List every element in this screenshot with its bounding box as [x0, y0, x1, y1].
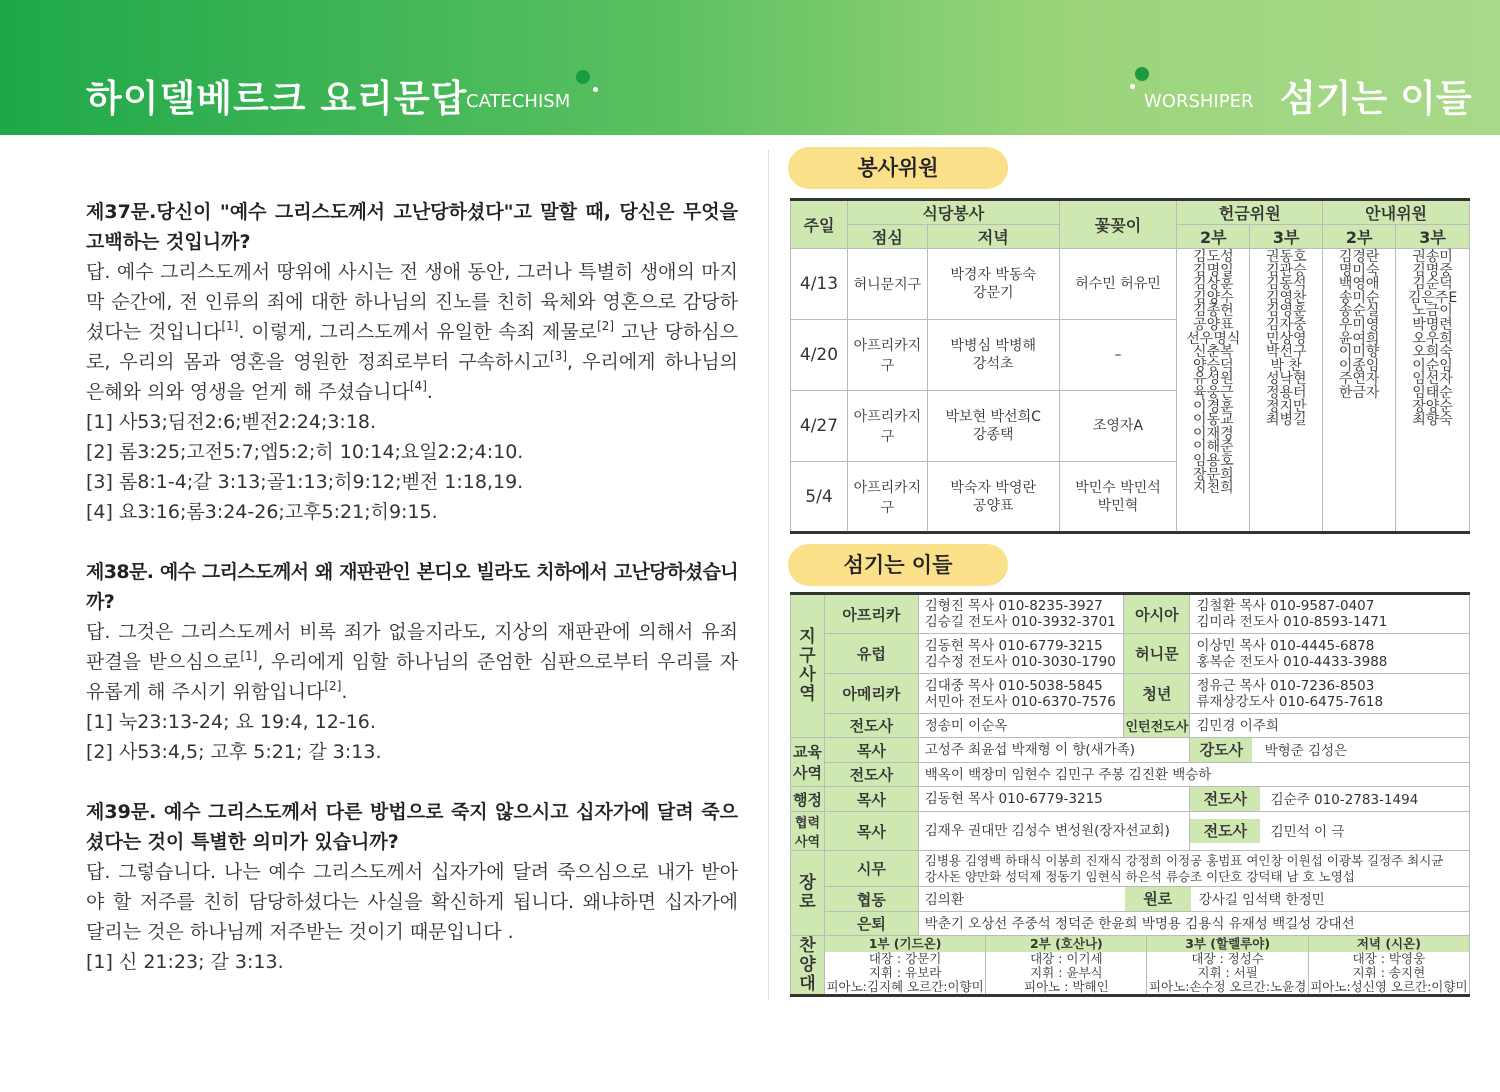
name-item: 한금자: [1338, 384, 1380, 401]
guide-part3-list: [1396, 249, 1470, 533]
reference: [1] 사53;딤전2:6;벧전2:24;3:18.: [86, 411, 377, 433]
name-item: 박명련: [1412, 316, 1453, 333]
name-item: 권동호: [1265, 249, 1307, 265]
service-committee-pill: 봉사위원: [788, 147, 1008, 189]
choir-row: [824, 936, 1469, 996]
asia-contacts: 김철환 목사 010-9587-0407 김미라 전도사 010-8593-1471: [1190, 594, 1470, 634]
name-item: 우미영: [1338, 316, 1380, 333]
choir-evening: 저녁 (시온) 대장 : 박영웅 지휘 : 송지현 피아노:성신영 오르간:이향미: [1310, 936, 1468, 994]
honeymoon-label: 허니문: [1124, 634, 1190, 674]
africa-label: 아프리카: [824, 594, 918, 634]
row-date: 4/27: [791, 391, 848, 462]
name-item: 오우희: [1412, 330, 1453, 347]
elder-assoc-row: 김의환 원로 강사길 임석택 한정민: [918, 887, 1469, 912]
coop-pastor-label: 목사: [824, 812, 918, 851]
name-item: 지천희: [1193, 480, 1234, 497]
name-item: 신춘복: [1193, 344, 1234, 361]
worshiper-subtitle: WORSHIPER: [1144, 91, 1254, 112]
header-dinner: 저녁: [927, 225, 1059, 249]
name-item: 김동석: [1265, 276, 1307, 293]
header-banner: [0, 0, 1500, 135]
name-item: 이종임: [1338, 357, 1380, 374]
offering-part2-list: [1177, 249, 1250, 533]
row-flower: –: [1059, 320, 1177, 391]
cooperation-label: 협력사역: [791, 812, 825, 851]
header-offering: 헌금위원: [1177, 200, 1323, 225]
name-item: 정지만: [1265, 398, 1307, 415]
header-part2: 2부: [1323, 225, 1396, 249]
row-lunch: 아프리카지구: [847, 462, 927, 533]
name-item: 백영애: [1338, 276, 1380, 293]
reference: [1] 눅23:13-24; 요 19:4, 12-16.: [86, 711, 376, 733]
name-item: 이해준: [1193, 439, 1234, 456]
header-part2: 2부: [1177, 225, 1250, 249]
name-item: 이경훈: [1193, 398, 1234, 415]
europe-label: 유럽: [824, 634, 918, 674]
name-item: 이동교: [1193, 412, 1234, 429]
elder-active-label: 시무: [824, 851, 918, 887]
name-item: 성낙현: [1265, 371, 1307, 388]
name-item: 김영훈: [1265, 303, 1307, 320]
name-item: 김자중: [1265, 316, 1307, 333]
header-part3: 3부: [1250, 225, 1323, 249]
name-item: 최병길: [1265, 412, 1307, 429]
name-item: 주연자: [1338, 371, 1380, 388]
name-item: 김상훈: [1193, 276, 1234, 293]
workers-pill: 섬기는 이들: [788, 544, 1008, 586]
row-lunch: 아프리카지구: [847, 320, 927, 391]
coop-pastor-value: 김재우 권대만 김성수 변성원(장자선교회): [918, 812, 1190, 851]
name-item: 김경란: [1338, 249, 1380, 265]
asia-label: 아시아: [1124, 594, 1190, 634]
decor-small-dot-icon: [1130, 84, 1135, 89]
elder-label: 장 로: [791, 851, 825, 936]
row-lunch: 아프리카지구: [847, 391, 927, 462]
name-item: 윤여희: [1338, 330, 1380, 347]
row-date: 4/13: [791, 249, 848, 320]
answer-38: 답. 그것은 그리스도께서 비록 죄가 없을지라도, 지상의 재판관에 의해서 유죄판결을 받으심으로[1], 우리에게 임할 하나님의 준엄한 심판으로부터 우리를 자유롭게 해 주시기 위함입니다[2].: [86, 621, 739, 703]
name-item: 김양수: [1193, 289, 1234, 306]
name-item: 김도성: [1193, 249, 1234, 265]
name-item: 박 찬: [1270, 357, 1302, 374]
question-38: 제38문. 예수 그리스도께서 왜 재판관인 본디오 빌라도 치하에서 고난당하셨습니까?: [86, 561, 738, 613]
name-item: 김순덕: [1412, 276, 1453, 293]
admin-label: 행정: [791, 787, 825, 812]
name-item: 송미순: [1338, 289, 1380, 306]
name-item: 임용호: [1193, 452, 1234, 469]
name-item: 장양순: [1412, 398, 1453, 415]
name-item: 김은주E: [1407, 289, 1458, 306]
header-date: 주일: [791, 200, 848, 249]
name-item: 노금이: [1412, 303, 1453, 320]
region-label: 지 구 사 역: [791, 594, 825, 738]
name-item: 김관승: [1265, 262, 1307, 279]
question-37: 제37문.당신이 "예수 그리스도께서 고난당하셨다"고 말할 때, 당신은 무엇을 고백하는 것입니까?: [86, 201, 738, 253]
row-flower: 박민수 박민석 박민혁: [1059, 462, 1177, 533]
edu-pastor-label: 목사: [824, 738, 918, 763]
name-item: 임태순: [1412, 384, 1453, 401]
honeymoon-contacts: 이상민 목사 010-4445-6878 홍복순 전도사 010-4433-3988: [1190, 634, 1470, 674]
edu-evangelist-label: 전도사: [824, 763, 918, 787]
answer-39: 답. 그렇습니다. 나는 예수 그리스도께서 십자가에 달려 죽으심으로 내가 받아야 할 저주를 친히 담당하셨다는 사실을 확신하게 됩니다. 왜냐하면 십자가에 달리는 것은 하나님께 저주받는 것이기 때문입니다 .: [86, 861, 738, 943]
edu-evangelist-value: 백옥이 백장미 임현수 김민구 주봉 김진환 백승하: [918, 763, 1469, 787]
reference: [4] 요3:16;롬3:24-26;고후5:21;히9:15.: [86, 501, 438, 523]
name-item: 김명일: [1193, 262, 1234, 279]
america-contacts: 김대중 목사 010-5038-5845 서민아 전도사 010-6370-7576: [918, 674, 1124, 714]
reference: [2] 롬3:25;고전5:7;엡5:2;히 10:14;요일2:2;4:10.: [86, 441, 524, 463]
africa-contacts: 김형진 목사 010-8235-3927 김승길 전도사 010-3932-3701: [918, 594, 1124, 634]
choir-part2: 2부 (호산나) 대장 : 이기세 지휘 : 윤부식 피아노 : 박해인: [986, 936, 1147, 994]
reference: [2] 사53:4,5; 고후 5:21; 갈 3:13.: [86, 741, 382, 763]
column-divider: [768, 150, 769, 1000]
decor-small-dot-icon: [593, 87, 598, 92]
row-dinner: 박보현 박선희C 강종택: [927, 391, 1059, 462]
reference: [3] 롬8:1-4;갈 3:13;골1:13;히9:12;벧전 1:18,19.: [86, 471, 524, 493]
worshiper-title: 섬기는 이들: [1280, 77, 1472, 120]
intern-value: 김민경 이주희: [1190, 714, 1470, 738]
name-item: 김명중: [1412, 262, 1453, 279]
name-item: 민상영: [1265, 330, 1307, 347]
row-dinner: 박병심 박병해 강석초: [927, 320, 1059, 391]
decor-dot-icon: [576, 70, 590, 84]
choir-part1: 1부 (기드온) 대장 : 강문기 지휘 : 유보라 피아노:김지혜 오르간:이향미: [825, 936, 986, 994]
elder-retired-value: 박춘기 오상선 주중석 정덕준 한윤희 박명용 김용식 유재성 백길성 강대선: [918, 912, 1469, 936]
row-date: 5/4: [791, 462, 848, 533]
name-item: 최향숙: [1412, 412, 1453, 429]
question-39: 제39문. 예수 그리스도께서 다른 방법으로 죽지 않으시고 십자가에 달려 죽으셨다는 것이 특별한 의미가 있습니까?: [86, 801, 738, 853]
row-dinner: 박경자 박동숙 강문기: [927, 249, 1059, 320]
header-dining: 식당봉사: [847, 200, 1059, 225]
name-item: 양승덕: [1193, 357, 1234, 374]
choir-label: 찬 양 대: [791, 936, 825, 996]
name-item: 육웅근: [1193, 384, 1234, 401]
reference: [1] 신 21:23; 갈 3:13.: [86, 951, 284, 973]
row-flower: 조영자A: [1059, 391, 1177, 462]
name-item: 이미향: [1338, 344, 1380, 361]
header-lunch: 점심: [847, 225, 927, 249]
name-item: 이재경: [1193, 425, 1234, 442]
name-item: 권송미: [1412, 249, 1453, 265]
workers-table: [790, 592, 1470, 997]
america-label: 아메리카: [824, 674, 918, 714]
youth-contacts: 정유근 목사 010-7236-8503 류재상강도사 010-6475-7618: [1190, 674, 1470, 714]
row-lunch: 허니문지구: [847, 249, 927, 320]
name-item: 김영찬: [1265, 289, 1307, 306]
catechism-subtitle: CATECHISM: [466, 91, 571, 112]
row-flower: 허수민 허유민: [1059, 249, 1177, 320]
europe-contacts: 김동현 목사 010-6779-3215 김수정 전도사 010-3030-1790: [918, 634, 1124, 674]
elder-retired-label: 은퇴: [824, 912, 918, 936]
offering-part3-list: [1250, 249, 1323, 533]
name-item: 선우명식: [1186, 330, 1241, 347]
catechism-title: 하이델베르크 요리문답: [86, 77, 468, 120]
edu-pastor-value: 고성주 최윤섭 박재형 이 향(새가족): [918, 738, 1190, 763]
intern-label: 인턴전도사: [1124, 714, 1190, 738]
name-item: 명미숙: [1338, 262, 1380, 279]
youth-label: 청년: [1124, 674, 1190, 714]
header-guide: 안내위원: [1323, 200, 1470, 225]
row-dinner: 박숙자 박영란 공양표: [927, 462, 1059, 533]
evangelist-value: 정송미 이순옥: [918, 714, 1124, 738]
decor-dot-icon: [1135, 67, 1149, 81]
name-item: 오희숙: [1412, 344, 1453, 361]
name-item: 유성원: [1193, 371, 1234, 388]
elder-assoc-label: 협동: [824, 887, 918, 912]
header-part3: 3부: [1396, 225, 1470, 249]
name-item: 이순임: [1412, 357, 1453, 374]
answer-37: 답. 예수 그리스도께서 땅위에 사시는 전 생애 동안, 그러나 특별히 생애의 마지막 순간에, 전 인류의 죄에 대한 하나님의 진노를 친히 육체와 영혼으로 감당하셨다는 것입니다[1]. 이렇게, 그리스도께서 유일한 속죄 제물로[2] 고난 당하심으로, 우리의 몸과 영혼을 영원한 정죄로부터 구속하시고[3], 우리에게 하나님의 은혜와 의와 영생을 얻게 해 주셨습니다[4].: [86, 261, 738, 403]
coop-evangelist: 전도사 김민석 이 극: [1190, 812, 1470, 851]
admin-evangelist: 전도사 김순주 010-2783-1494: [1190, 787, 1470, 812]
education-label: 교육 사역: [791, 738, 825, 787]
choir-part3: 3부 (할렐루야) 대장 : 정성수 지휘 : 서필 피아노:손수정 오르간:노윤경: [1147, 936, 1308, 994]
admin-pastor-label: 목사: [824, 787, 918, 812]
name-item: 김종헌: [1193, 303, 1234, 320]
name-item: 임선자: [1412, 371, 1453, 388]
row-date: 4/20: [791, 320, 848, 391]
name-item: 박선구: [1265, 344, 1307, 361]
admin-pastor-value: 김동현 목사 010-6779-3215: [918, 787, 1190, 812]
name-item: 정용터: [1265, 384, 1307, 401]
guide-part2-list: [1323, 249, 1396, 533]
service-table: [790, 198, 1470, 534]
header-flower: 꽃꽂이: [1059, 200, 1177, 249]
name-item: 송순실: [1338, 303, 1380, 320]
name-item: 장문희: [1193, 466, 1234, 483]
catechism-section: [86, 197, 738, 977]
evangelist-label: 전도사: [824, 714, 918, 738]
edu-lecturer: 강도사 박형준 김성은: [1190, 738, 1470, 763]
name-item: 공양표: [1193, 316, 1234, 333]
elder-active-value: 김병용 김영백 하태식 이봉희 진재식 강정희 이정공 홍범표 여인창 이원섭 이광복 길정주 최시균 강사돈 양만화 성덕제 정동기 임현식 하은석 류승조 이단호 강덕태 남 호 노영섭: [918, 851, 1469, 887]
